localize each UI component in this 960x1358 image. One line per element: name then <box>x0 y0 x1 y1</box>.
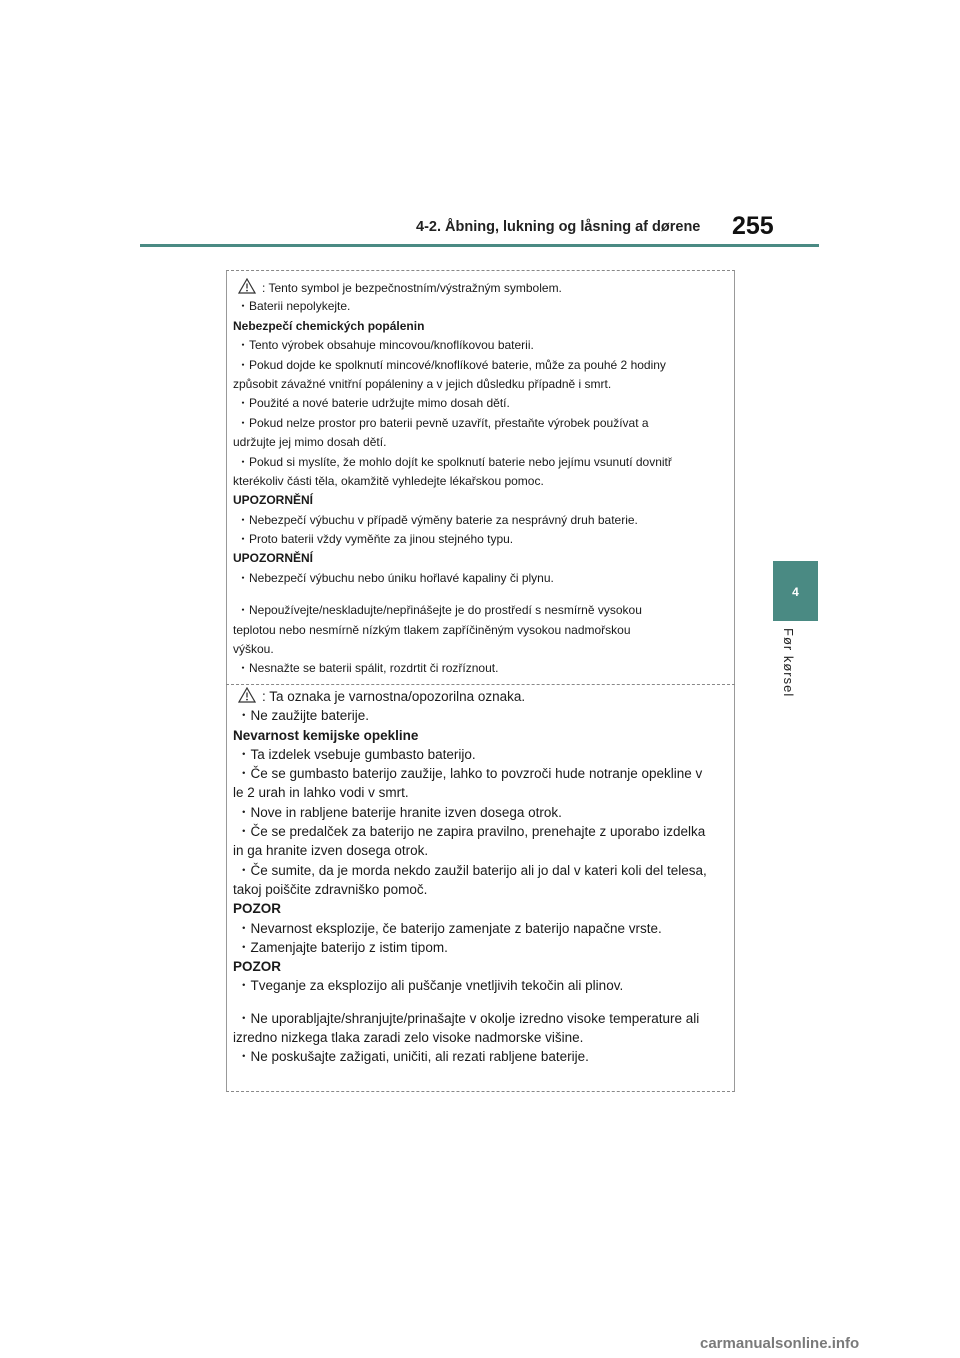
text-line: ・Baterii nepolykejte. <box>237 299 351 314</box>
text-line: ・Tento výrobek obsahuje mincovou/knoflíkovou baterii. <box>237 338 534 353</box>
subheading: Nevarnost kemijske opekline <box>233 727 419 743</box>
text-line: ・Ne poskušajte zažigati, uničiti, ali rezati rabljene baterije. <box>237 1049 589 1065</box>
text-line: ・Pokud si myslíte, že mohlo dojít ke spolknutí baterie nebo jejímu vsunutí dovnitř <box>237 454 672 469</box>
text-line: ・Zamenjajte baterijo z istim tipom. <box>237 939 448 955</box>
warning-triangle-icon <box>238 278 256 294</box>
caution-heading: UPOZORNĚNÍ <box>233 551 314 566</box>
text-line: ・Tveganje za eksplozijo ali puščanje vnetljivih tekočin ali plinov. <box>237 978 624 994</box>
spacer <box>233 588 728 601</box>
text-line: le 2 urah in lahko vodi v smrt. <box>233 785 409 801</box>
header-rule <box>140 244 819 247</box>
czech-symbol-text: : Tento symbol je bezpečnostním/výstražným symbolem. <box>262 281 562 295</box>
text-line: způsobit závažné vnitřní popáleniny a v jejich důsledku případně i smrt. <box>233 376 612 391</box>
text-line: ・Nebezpečí výbuchu v případě výměny baterie za nesprávný druh baterie. <box>237 512 638 527</box>
text-line: ・Pokud nelze prostor pro baterii pevně uzavřít, přestaňte výrobek používat a <box>237 415 649 430</box>
spacer <box>233 996 728 1009</box>
text-line: ・Ne uporabljajte/shranjujte/prinašajte v okolje izredno visoke temperature ali <box>237 1010 700 1026</box>
slovenian-symbol-line <box>233 687 728 706</box>
chapter-tab <box>773 561 818 621</box>
chapter-number: 4 <box>792 585 799 599</box>
page-number: 255 <box>732 212 774 240</box>
text-line: ・Nepoužívejte/neskladujte/nepřinášejte je do prostředí s nesmírně vysokou <box>237 603 642 618</box>
text-line: teplotou nebo nesmírně nízkým tlakem zapříčiněným vysokou nadmořskou <box>233 622 631 637</box>
caution-heading: UPOZORNĚNÍ <box>233 493 314 508</box>
text-line: ・Ta izdelek vsebuje gumbasto baterijo. <box>237 746 476 762</box>
text-line: ・Če se predalček za baterijo ne zapira pravilno, prenehajte z uporabo izdelka <box>237 824 706 840</box>
section-divider <box>226 684 735 685</box>
text-line: ・Ne zaužijte baterije. <box>237 708 370 724</box>
caution-heading: POZOR <box>233 901 282 917</box>
text-line: ・Proto baterii vždy vyměňte za jinou stejného typu. <box>237 532 514 547</box>
warning-triangle-icon <box>238 687 256 703</box>
czech-symbol-line <box>233 278 728 297</box>
chapter-label: Før kørsel <box>781 628 796 698</box>
slovenian-symbol-text: : Ta oznaka je varnostna/opozorilna oznaka. <box>262 689 526 704</box>
text-line: ・Če se gumbasto baterijo zaužije, lahko to povzroči hude notranje opekline v <box>237 766 703 782</box>
slovenian-warning-section <box>233 687 728 1067</box>
text-line: takoj poiščite zdravniško pomoč. <box>233 881 428 897</box>
text-line: izredno nizkega tlaka zaradi zelo visoke nadmorske višine. <box>233 1030 584 1046</box>
subheading: Nebezpečí chemických popálenin <box>233 318 425 333</box>
text-line: udržujte jej mimo dosah dětí. <box>233 435 387 450</box>
text-line: ・Nove in rabljene baterije hranite izven dosega otrok. <box>237 804 562 820</box>
text-line: in ga hranite izven dosega otrok. <box>233 843 429 859</box>
text-line: ・Použité a nové baterie udržujte mimo dosah dětí. <box>237 396 510 411</box>
caution-heading: POZOR <box>233 959 282 975</box>
text-line: ・Nevarnost eksplozije, če baterijo zamenjate z baterijo napačne vrste. <box>237 920 662 936</box>
text-line: ・Nebezpečí výbuchu nebo úniku hořlavé kapaliny či plynu. <box>237 570 554 585</box>
text-line: ・Pokud dojde ke spolknutí mincové/knoflíkové baterie, může za pouhé 2 hodiny <box>237 357 666 372</box>
text-line: ・Če sumite, da je morda nekdo zaužil baterijo ali jo dal v kateri koli del telesa, <box>237 862 707 878</box>
czech-warning-section <box>233 278 728 679</box>
watermark: carmanualsonline.info <box>700 1335 860 1352</box>
text-line: výškou. <box>233 642 274 657</box>
text-line: ・Nesnažte se baterii spálit, rozdrtit či rozříznout. <box>237 661 499 676</box>
section-title: 4-2. Åbning, lukning og låsning af dørene <box>416 219 701 235</box>
text-line: kterékoliv části těla, okamžitě vyhledejte lékařskou pomoc. <box>233 473 544 488</box>
